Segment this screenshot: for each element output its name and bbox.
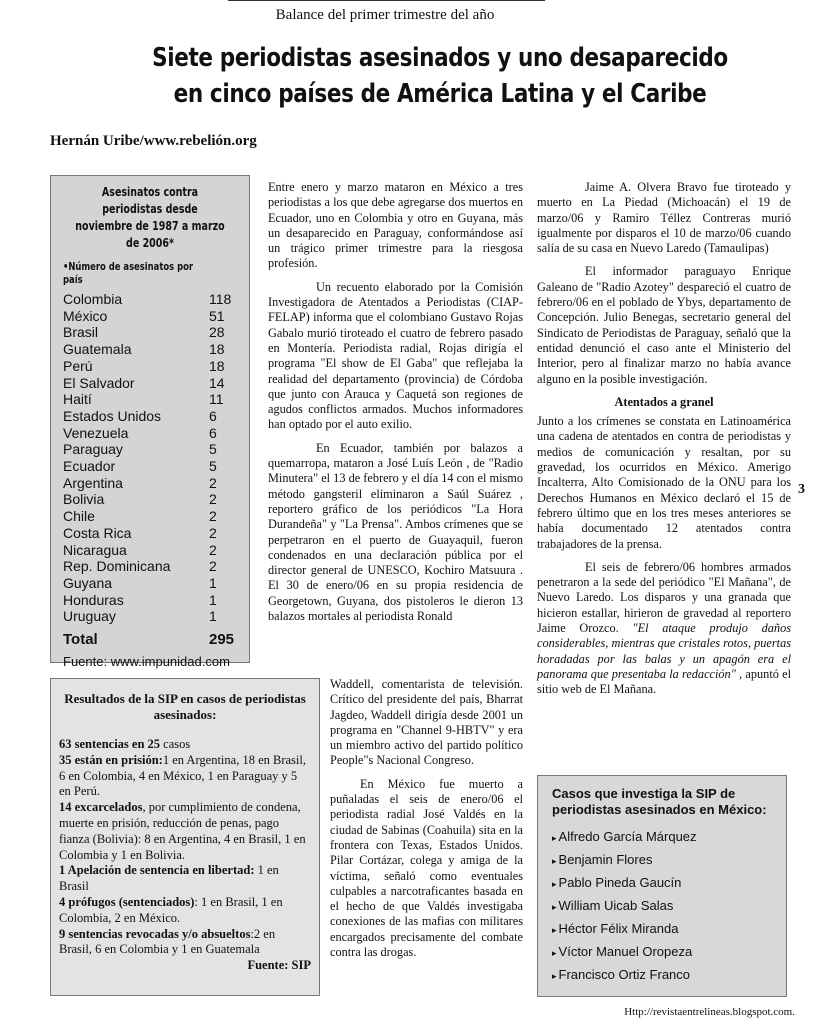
- stats-total-value: 295: [209, 631, 235, 649]
- stats-row: [63, 291, 237, 308]
- murder-count: 2: [209, 524, 217, 541]
- arrow-bullet-icon: ▸: [552, 833, 557, 843]
- article-paragraph: En Ecuador, también por balazos a quemarropa, mataron a José Luís León , de "Radio Minutera" el 13 de febrero y el día 14 con el mismo método gangsteril eliminaron a Saúl Suárez , reportero gráfico de los periódicos "La Hora Durandeña" y "La Prensa". Ambos crímenes que se perpetraron en el puerto de Guayaquil, fueron condenados en una declaración pública por el director general de UNESCO, Kochiro Matsuura . El 30 de enero/06 en su propia residencia de Georgetown, Guyana, dos pistoleros le dieron 13 balazos mortales al periodista Ronald: [268, 440, 523, 624]
- country-name: Chile: [63, 508, 95, 525]
- sip-results-source: Fuente: SIP: [247, 958, 311, 973]
- sip-result-item: 1 Apelación de sentencia en libertad: 1 en Brasil: [59, 863, 279, 894]
- sip-result-item: 63 sentencias en 25 casos: [59, 737, 191, 751]
- murder-count: 2: [209, 558, 217, 575]
- stats-row: [63, 425, 237, 442]
- stats-row: [63, 308, 237, 325]
- murder-count: 6: [209, 407, 217, 424]
- headline-line-2: en cinco países de América Latina y el Caribe: [173, 79, 707, 109]
- country-name: Costa Rica: [63, 524, 132, 541]
- article-column-3: [537, 180, 791, 706]
- article-paragraph: En México fue muerto a puñaladas el seis de enero/06 el periodista radial José Valdés en la ciudad de Sabinas (Coahuila) sita en la frontera con Texas, Estados Unidos. Pilar Cortázar, colega y amiga de la víctima, señaló como eventuales culpables a narcotraficantes basada en el hecho de que Valdés investigaba conexiones de las mafias con militares encargados precisamente del combate contra las drogas.: [330, 776, 523, 960]
- stats-row: [63, 508, 237, 525]
- article-paragraph: El informador paraguayo Enrique Galeano de "Radio Azotey" despareció el cuatro de febrero/06 en el poblado de Ybys, departamento de Concepción. Julio Benegas, secretario general del Sindicato de Periodistas de Paraguay, señaló que la entidad denunció el caso ante el Ministerio del Interior, pero al finalizar marzo no había avance alguno en la posible investigación.: [537, 264, 791, 386]
- stats-table: [63, 291, 237, 625]
- country-name: Venezuela: [63, 424, 129, 441]
- case-item: ▸ Héctor Félix Miranda: [552, 921, 679, 936]
- murder-count: 5: [209, 458, 217, 475]
- murder-count: 6: [209, 424, 217, 441]
- stats-row: [63, 324, 237, 341]
- murder-count: 1: [209, 608, 217, 625]
- stats-box: [50, 175, 250, 670]
- country-name: El Salvador: [63, 374, 135, 391]
- country-name: Bolivia: [63, 491, 105, 508]
- case-item: ▸ Benjamin Flores: [552, 852, 653, 867]
- kicker: Balance del primer trimestre del año: [275, 7, 495, 23]
- murder-count: 14: [209, 374, 225, 391]
- murder-count: 2: [209, 541, 217, 558]
- cases-box-title: Casos que investiga la SIP de periodistas asesinados en México:: [552, 786, 767, 817]
- drop-letter: E: [268, 180, 276, 194]
- sip-results-list: [59, 737, 311, 958]
- article-paragraph: Jaime A. Olvera Bravo fue tiroteado y muerto en La Piedad (Michoacán) el 19 de marzo/06 y Ramiro Téllez Contreras murió igualmente por disparos el 10 de marzo/06 cuando salía de su casa en Nuevo Laredo (Tamaulipas): [537, 180, 791, 256]
- byline: Hernán Uribe/www.rebelión.org: [50, 133, 257, 149]
- murder-count: 1: [209, 574, 217, 591]
- stats-row: [63, 608, 237, 625]
- arrow-bullet-icon: ▸: [552, 948, 557, 958]
- stats-row: [63, 592, 237, 609]
- cases-box: [537, 775, 787, 997]
- case-item: ▸ Francisco Ortiz Franco: [552, 967, 691, 982]
- stats-box-title: Asesinatos contra periodistas desde noviembre de 1987 a marzo de 2006*: [75, 185, 225, 250]
- murder-count: 2: [209, 491, 217, 508]
- sip-result-item: 9 sentencias revocadas y/o absueltos:2 en Brasil, 6 en Colombia y 1 en Guatemala: [59, 926, 276, 957]
- murder-count: 18: [209, 357, 225, 374]
- sip-result-item: 14 excarcelados, por cumplimiento de condena, muerte en prisión, reducción de penas, pago fianza (Bolivia): 8 en Argentina, 4 en Brasil, 1 en Colombia y 1 en Bolivia.: [59, 800, 306, 862]
- stats-row: [63, 558, 237, 575]
- article-column-2-continued: [330, 677, 523, 968]
- arrow-bullet-icon: ▸: [552, 879, 557, 889]
- article-paragraph: Entre enero y marzo mataron en México a tres periodistas a los que debe agregarse dos muertos en Ecuador, uno en Colombia y otro en Guyana, más un desaparecido en Paraguay, conformándose así un trágico primer trimestre para la riesgosa profesión.: [268, 180, 523, 271]
- page-number: 3: [798, 482, 805, 497]
- stats-total-row: [63, 631, 237, 648]
- top-rule: [228, 0, 545, 1]
- stats-total-label: Total: [63, 631, 98, 649]
- country-name: Nicaragua: [63, 541, 127, 558]
- sip-result-item: 35 están en prisión:1 en Argentina, 18 en Brasil, 6 en Colombia, 4 en México, 1 en Paraguay y 5 en Perú.: [59, 752, 306, 799]
- stats-row: [63, 475, 237, 492]
- country-name: Guyana: [63, 574, 113, 591]
- country-name: Brasil: [63, 324, 99, 341]
- country-name: Colombia: [63, 291, 123, 307]
- case-item: ▸ William Uicab Salas: [552, 898, 674, 913]
- stats-row: [63, 575, 237, 592]
- murder-count: 2: [209, 474, 217, 491]
- article-column-2: [268, 180, 523, 632]
- murder-count: 118: [209, 291, 232, 307]
- country-name: Perú: [63, 357, 93, 374]
- quote: "El ataque produjo daños considerables, mientras que cristales rotos, puertas horadadas por las balas y un apagón era el panorama que presentaba la redacción": [537, 621, 792, 681]
- country-name: Honduras: [63, 591, 124, 608]
- article-paragraph: Un recuento elaborado por la Comisión Investigadora de Atentados a Periodistas (CIAP-FELAP) informa que el colombiano Gustavo Rojas Gabalo murió tiroteado el cuatro de febrero pasado en Montería. Periodista radial, Rojas dirigía el programa "El show de El Gaba" que reflejaba la realidad del departamento (provincia) de Córdoba que junto con Arauca y Caquetá son regiones de agudos conflictos armados. Muchos informadores han optado por el auto exilio.: [268, 279, 523, 432]
- country-name: Paraguay: [63, 441, 123, 458]
- article-paragraph: El seis de febrero/06 hombres armados penetraron a la sede del periódico "El Mañana", de Nuevo Laredo. Los disparos y una granada que hicieron estallar, hirieron de gravedad al reportero Jaime Orozco. "El ataque produjo daños considerables, mientras que cristales rotos, puertas horadadas por las balas y un apagón era el panorama que presentaba la redacción" , apuntó el sitio web de El Mañana.: [537, 559, 792, 697]
- case-item: ▸ Víctor Manuel Oropeza: [552, 944, 693, 959]
- stats-row: [63, 491, 237, 508]
- murder-count: 5: [209, 441, 217, 458]
- headline: [127, 40, 753, 112]
- country-name: Haití: [63, 391, 92, 408]
- section-subhead: Atentados a granel: [614, 394, 714, 409]
- country-name: México: [63, 307, 108, 324]
- sip-results-box: [50, 678, 320, 996]
- murder-count: 11: [209, 391, 224, 408]
- sip-results-title: Resultados de la SIP en casos de periodistas asesinados:: [64, 691, 306, 722]
- stats-row: [63, 441, 237, 458]
- murder-count: 2: [209, 508, 217, 525]
- murder-count: 1: [209, 591, 217, 608]
- stats-row: [63, 525, 237, 542]
- country-name: Argentina: [63, 474, 123, 491]
- sip-result-item: 4 prófugos (sentenciados): 1 en Brasil, 1 en Colombia, 2 en México.: [59, 894, 283, 925]
- stats-row: [63, 408, 237, 425]
- stats-row: [63, 458, 237, 475]
- arrow-bullet-icon: ▸: [552, 971, 557, 981]
- article-paragraph: Waddell, comentarista de televisión. Crítico del presidente del país, Bharrat Jagdeo, Waddell dirigía desde 2001 un programa en "Channel 9-HBTV" y era un miembro activo del partido político People"s Nacional Congreso.: [330, 677, 523, 768]
- arrow-bullet-icon: ▸: [552, 856, 557, 866]
- stats-row: [63, 341, 237, 358]
- stats-row: [63, 375, 237, 392]
- arrow-bullet-icon: ▸: [552, 902, 557, 912]
- headline-line-1: Siete periodistas asesinados y uno desaparecido: [152, 43, 728, 73]
- stats-row: [63, 391, 237, 408]
- country-name: Rep. Dominicana: [63, 558, 171, 575]
- case-item: ▸ Alfredo García Márquez: [552, 829, 697, 844]
- article-paragraph: Junto a los crímenes se constata en Latinoamérica una cadena de atentados en contra de periodistas y medios de comunicación y resaltan, por su gravedad, los ocurridos en México. Amerigo Incalterra, Alto Comisionado de la ONU para los Derechos Humanos en México declaró el 15 de febrero último que en los tres meses anteriores se había documentado 12 atentados contra trabajadores de la prensa.: [537, 414, 791, 551]
- stats-source: Fuente: www.impunidad.com: [63, 654, 230, 670]
- stats-row: [63, 358, 237, 375]
- stats-row: [63, 542, 237, 559]
- murder-count: 28: [209, 324, 225, 341]
- murder-count: 51: [209, 307, 225, 324]
- country-name: Estados Unidos: [63, 407, 162, 424]
- murder-count: 18: [209, 341, 225, 358]
- stats-box-subtitle: •Número de asesinatos por país: [63, 260, 194, 286]
- arrow-bullet-icon: ▸: [552, 925, 557, 935]
- country-name: Uruguay: [63, 608, 116, 625]
- country-name: Guatemala: [63, 341, 132, 358]
- cases-list: [552, 826, 772, 987]
- case-item: ▸ Pablo Pineda Gaucín: [552, 875, 682, 890]
- country-name: Ecuador: [63, 458, 116, 475]
- footer-url: Http://revistaentrelineas.blogspot.com.: [624, 1006, 795, 1018]
